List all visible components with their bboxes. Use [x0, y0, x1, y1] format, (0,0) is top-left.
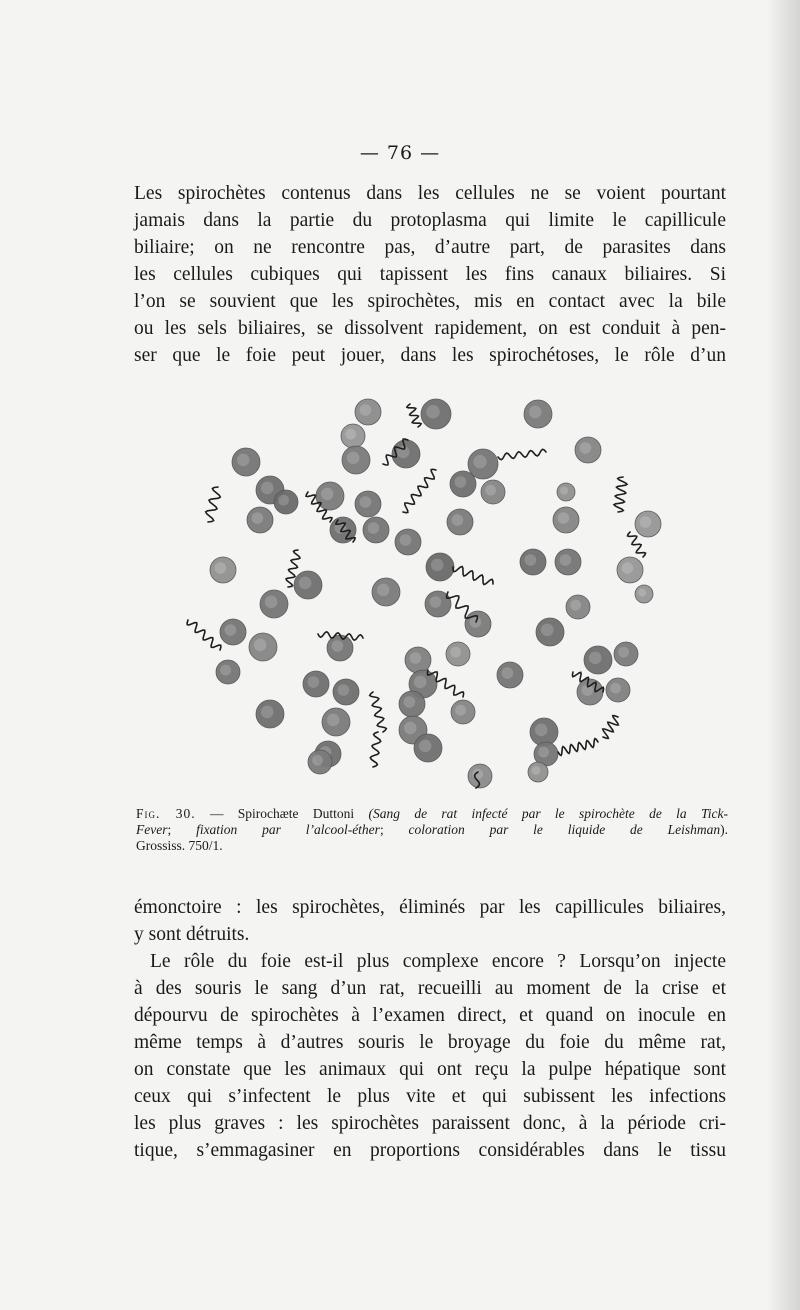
blood-cell-highlight: [360, 404, 372, 416]
text-line: émonctoire : les spirochètes, éliminés par les capillicules biliaires,: [134, 897, 726, 918]
spirochete: [558, 739, 598, 756]
spirochete: [206, 487, 221, 522]
figure-30-blood-smear: [178, 392, 678, 792]
spirochete: [370, 732, 380, 767]
spirochete: [370, 692, 387, 732]
blood-cell-highlight: [220, 665, 231, 676]
blood-cell-highlight: [622, 562, 634, 574]
blood-cell-highlight: [215, 562, 227, 574]
text-line: on constate que les animaux qui ont reçu la pulpe hépatique sont: [134, 1059, 726, 1080]
paragraph-2: [134, 894, 726, 948]
text-line: à des souris le sang d’un rat, recueilli au moment de la crise et: [134, 978, 726, 999]
blood-cell-highlight: [473, 455, 487, 469]
species-name: Spirochæte Duttoni: [237, 806, 355, 821]
text-line: biliaire; on ne rencontre pas, d’autre part, de parasites dans: [134, 237, 726, 258]
text-line: ser que le foie peut jouer, dans les spirochétoses, le rôle d’un: [134, 345, 726, 366]
blood-cell-highlight: [472, 769, 483, 780]
blood-cell-highlight: [410, 652, 422, 664]
blood-cell-highlight: [452, 514, 464, 526]
blood-cell-highlight: [321, 488, 334, 501]
blood-cell-highlight: [400, 534, 412, 546]
blood-cell-highlight: [580, 442, 592, 454]
page-edge-shadow: [766, 0, 800, 1310]
blood-cell-highlight: [404, 722, 417, 735]
blood-cell-highlight: [404, 696, 416, 708]
text-line: jamais dans la partie du protoplasma qui limite le capillicule: [134, 210, 726, 231]
blood-cell-highlight: [299, 577, 312, 590]
spirochete: [453, 567, 493, 585]
caption-italic-2b: fixation par l’alcool-éther: [196, 822, 380, 837]
blood-cell-highlight: [455, 705, 466, 716]
caption-end: ).: [720, 822, 728, 837]
blood-cell-highlight: [377, 584, 390, 597]
text-line: tique, s’emmagasiner en proportions considérables dans le tissu: [134, 1140, 726, 1161]
blood-cell-highlight: [535, 724, 548, 737]
blood-cell-highlight: [225, 624, 237, 636]
blood-cell-highlight: [254, 639, 267, 652]
caption-line-3: Grossiss. 750/1.: [136, 838, 223, 853]
blood-cell-highlight: [426, 405, 440, 419]
blood-cell-highlight: [538, 747, 549, 758]
paragraph-3: [134, 948, 726, 1164]
blood-cell-highlight: [327, 714, 340, 727]
spirochete: [603, 716, 619, 739]
spirochete: [498, 449, 546, 459]
caption-line-1: [136, 806, 728, 822]
blood-cell-highlight: [431, 559, 444, 572]
blood-cell-highlight: [261, 706, 274, 719]
blood-cell-highlight: [419, 740, 432, 753]
text-line: ou les sels biliaires, se dissolvent rapidement, on est conduit à pen-: [134, 318, 726, 339]
text-line: y sont détruits.: [134, 924, 250, 945]
caption-dash: —: [195, 806, 238, 821]
blood-cell-highlight: [560, 487, 568, 495]
blood-cell-highlight: [558, 512, 570, 524]
figure-label: Fig. 30.: [136, 806, 196, 821]
blood-cell-highlight: [560, 554, 572, 566]
text-line: ceux qui s’infectent le plus vite et qui subissent les infections: [134, 1086, 726, 1107]
paragraph-1: [134, 180, 726, 369]
figure-caption: [136, 806, 728, 854]
caption-line-2: [136, 822, 728, 838]
text-line: Le rôle du foie est-il plus complexe encore ? Lorsqu’on injecte: [150, 951, 726, 972]
blood-cell-highlight: [278, 495, 289, 506]
blood-cell-highlight: [455, 476, 467, 488]
blood-cell-highlight: [640, 516, 652, 528]
blood-cell-highlight: [261, 482, 274, 495]
blood-cell-highlight: [312, 755, 323, 766]
blood-cell-highlight: [589, 652, 602, 665]
spirochete: [614, 477, 627, 512]
blood-cell-highlight: [430, 596, 442, 608]
blood-cell-highlight: [360, 496, 372, 508]
caption-italic-2c: coloration par le liquide de Leishman: [408, 822, 721, 837]
spirochete: [403, 469, 436, 512]
caption-italic-1: (Sang de rat infecté par le spirochète de la Tick-: [368, 806, 729, 821]
blood-cell-highlight: [347, 452, 360, 465]
blood-cell-highlight: [485, 485, 496, 496]
blood-cell-highlight: [610, 683, 621, 694]
blood-cell-highlight: [541, 624, 554, 637]
caption-sep-2: ;: [379, 822, 409, 837]
blood-cell-highlight: [252, 512, 264, 524]
spirochete: [187, 620, 221, 650]
blood-cell-highlight: [332, 640, 344, 652]
blood-cell-highlight: [525, 554, 537, 566]
red-blood-cells: [210, 399, 661, 788]
blood-cell-highlight: [345, 429, 356, 440]
text-line: les cellules cubiques qui tapissent les fins canaux biliaires. Si: [134, 264, 726, 285]
blood-cell-highlight: [265, 596, 278, 609]
blood-cell-highlight: [502, 667, 514, 679]
blood-cell-highlight: [414, 676, 427, 689]
text-line: même temps à d’autres souris le broyage du foie du même rat,: [134, 1032, 726, 1053]
blood-cell-highlight: [338, 684, 350, 696]
blood-cell-highlight: [638, 589, 646, 597]
blood-cell-highlight: [570, 600, 581, 611]
blood-cell-highlight: [618, 647, 629, 658]
caption-italic-2a: Fever: [136, 822, 168, 837]
blood-cell-highlight: [368, 522, 380, 534]
text-line: Les spirochètes contenus dans les cellules ne se voient pourtant: [134, 183, 726, 204]
caption-sep: ;: [167, 822, 197, 837]
spirochete: [407, 404, 421, 427]
blood-cell-highlight: [308, 676, 320, 688]
text-line: dépourvu de spirochètes à l’examen direct, et quand on inocule en: [134, 1005, 726, 1026]
blood-cell-highlight: [532, 766, 541, 775]
text-line: les plus graves : les spirochètes paraissent donc, à la période cri-: [134, 1113, 726, 1134]
blood-cell-highlight: [237, 454, 250, 467]
page-number: — 76 —: [359, 142, 441, 164]
text-line: l’on se souvient que les spirochètes, mis en contact avec la bile: [134, 291, 726, 312]
blood-cell-highlight: [529, 406, 542, 419]
blood-cell-highlight: [450, 647, 461, 658]
